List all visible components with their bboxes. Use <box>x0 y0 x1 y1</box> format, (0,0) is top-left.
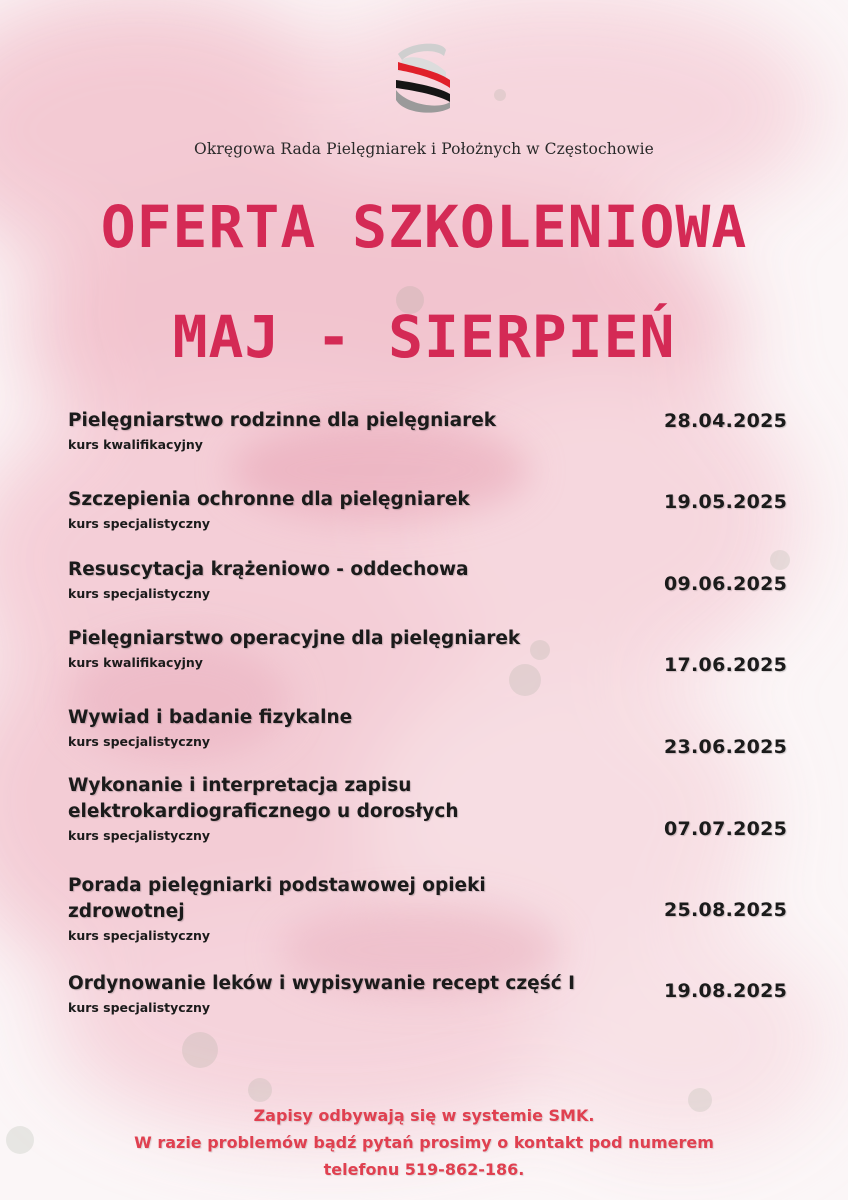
course-item <box>68 626 648 672</box>
course-item <box>68 705 648 751</box>
course-date: 07.07.2025 <box>664 818 788 840</box>
course-type: kurs specjalistyczny <box>68 828 211 843</box>
course-name-line1: Porada pielęgniarki podstawowej opieki <box>68 875 486 896</box>
organization-name: Okręgowa Rada Pielęgniarek i Położnych w Częstochowie <box>194 140 654 158</box>
footer-note <box>0 1102 848 1183</box>
course-name: Pielęgniarstwo rodzinne dla pielęgniarek <box>68 410 497 431</box>
course-date: 19.05.2025 <box>664 491 788 513</box>
course-date: 25.08.2025 <box>664 899 788 921</box>
course-date: 23.06.2025 <box>664 736 788 758</box>
course-name: Wywiad i badanie fizykalne <box>68 707 353 728</box>
course-item <box>68 557 648 603</box>
course-item <box>68 408 648 454</box>
footer-line: W razie problemów bądź pytań prosimy o kontakt pod numerem <box>134 1133 714 1152</box>
course-name-line2: elektrokardiograficznego u dorosłych <box>68 801 459 822</box>
course-date: 19.08.2025 <box>664 980 788 1002</box>
course-name: Pielęgniarstwo operacyjne dla pielęgniarek <box>68 628 521 649</box>
course-item <box>68 971 648 1017</box>
course-name: Szczepienia ochronne dla pielęgniarek <box>68 489 470 510</box>
footer-line: Zapisy odbywają się w systemie SMK. <box>253 1106 595 1125</box>
page-title: OFERTA SZKOLENIOWA <box>100 193 748 261</box>
course-date: 28.04.2025 <box>664 410 788 432</box>
course-item <box>68 487 648 533</box>
course-type: kurs specjalistyczny <box>68 516 211 531</box>
course-item <box>68 873 648 945</box>
logo-ribbon-icon <box>380 32 466 118</box>
course-type: kurs kwalifikacyjny <box>68 437 203 452</box>
page-subtitle: MAJ - SIERPIEŃ <box>172 303 676 371</box>
course-type: kurs specjalistyczny <box>68 586 211 601</box>
course-type: kurs specjalistyczny <box>68 734 211 749</box>
course-item <box>68 773 648 845</box>
course-date: 17.06.2025 <box>664 654 788 676</box>
course-name: Ordynowanie leków i wypisywanie recept część I <box>68 973 575 994</box>
course-type: kurs specjalistyczny <box>68 1000 211 1015</box>
course-type: kurs kwalifikacyjny <box>68 655 203 670</box>
course-name-line1: Wykonanie i interpretacja zapisu <box>68 775 412 796</box>
course-date: 09.06.2025 <box>664 573 788 595</box>
course-type: kurs specjalistyczny <box>68 928 211 943</box>
course-name-line2: zdrowotnej <box>68 901 185 922</box>
footer-phone: telefonu 519-862-186. <box>323 1160 525 1179</box>
course-name: Resuscytacja krążeniowo - oddechowa <box>68 559 469 580</box>
